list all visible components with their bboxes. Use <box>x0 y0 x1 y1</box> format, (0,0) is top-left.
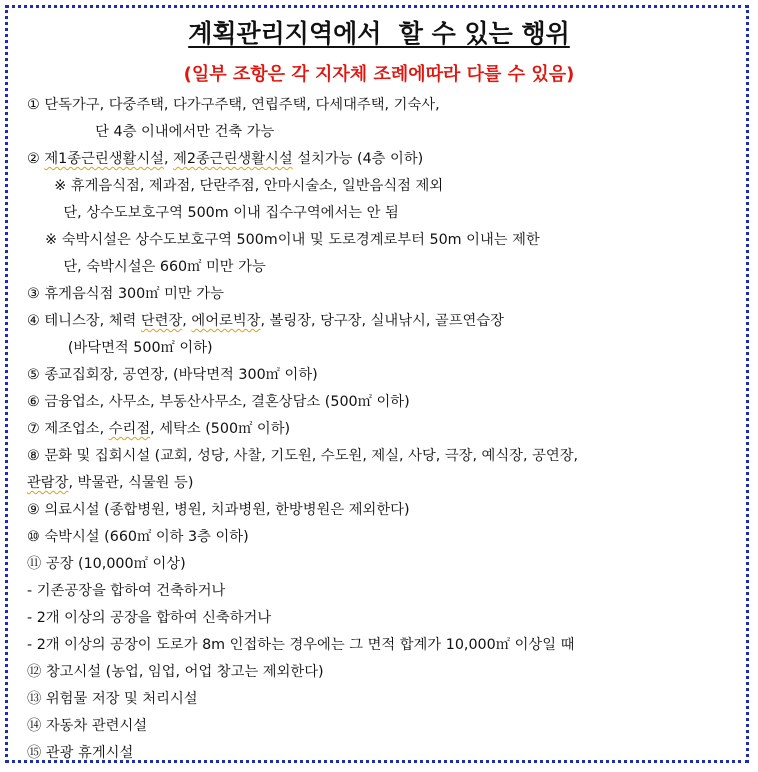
list-line: ④ 테니스장, 체력 단련장, 에어로빅장, 볼링장, 당구장, 실내낚시, 골프연습장 <box>27 313 504 329</box>
list-line: ⑩ 숙박시설 (660㎡ 이하 3층 이하) <box>27 529 249 545</box>
spellcheck-mark: 제2종근린생활시설 <box>173 151 293 167</box>
spellcheck-mark: 제1종근린생활시설 <box>44 151 164 167</box>
list-line: 단, 숙박시설은 660㎡ 미만 가능 <box>27 259 266 275</box>
list-line: ⑪ 공장 (10,000㎡ 이상) <box>27 556 186 572</box>
spellcheck-mark: 관람장 <box>27 475 69 491</box>
list-line: ⑭ 자동차 관련시설 <box>27 718 148 734</box>
list-line: ① 단독가구, 다중주택, 다가구주택, 연립주택, 다세대주택, 기숙사, <box>27 97 440 113</box>
list-line: ⑨ 의료시설 (종합병원, 병원, 치과병원, 한방병원은 제외한다) <box>27 502 410 518</box>
list-line: - 기존공장을 합하여 건축하거나 <box>27 583 226 599</box>
list-line: 관람장, 박물관, 식물원 등) <box>27 475 194 491</box>
list-line: ② 제1종근린생활시설, 제2종근린생활시설 설치가능 (4층 이하) <box>27 151 424 167</box>
list-line: - 2개 이상의 공장이 도로가 8m 인접하는 경우에는 그 면적 합계가 10,000㎡ 이상일 때 <box>27 637 575 653</box>
spellcheck-mark: 에어로빅장 <box>191 313 261 329</box>
spellcheck-mark: 수리점 <box>108 421 151 437</box>
list-line: ※ 휴게음식점, 제과점, 단란주점, 안마시술소, 일반음식점 제외 <box>27 178 444 194</box>
list-line: ⑬ 위험물 저장 및 처리시설 <box>27 691 198 707</box>
activity-list <box>27 92 749 767</box>
list-line: - 2개 이상의 공장을 합하여 신축하거나 <box>27 610 272 626</box>
subtitle-note: (일부 조항은 각 지자체 조례에따라 다를 수 있음) <box>183 64 575 85</box>
page-title <box>0 14 758 50</box>
list-line: ⑦ 제조업소, 수리점, 세탁소 (500㎡ 이하) <box>27 421 291 437</box>
list-line: 단 4층 이내에서만 건축 가능 <box>27 124 275 140</box>
list-line: ⑧ 문화 및 집회시설 (교회, 성당, 사찰, 기도원, 수도원, 제실, 사당, 극장, 예식장, 공연장, <box>27 448 579 464</box>
page-title-text: 계획관리지역에서 할 수 있는 행위 <box>188 19 570 48</box>
list-line: ⑫ 창고시설 (농업, 임업, 어업 창고는 제외한다) <box>27 664 324 680</box>
list-line: 단, 상수도보호구역 500m 이내 집수구역에서는 안 됨 <box>27 205 399 221</box>
list-line: ※ 숙박시설은 상수도보호구역 500m이내 및 도로경계로부터 50m 이내는 제한 <box>27 232 540 248</box>
spellcheck-mark: 단련장 <box>140 313 183 329</box>
list-line: ⑤ 종교집회장, 공연장, (바닥면적 300㎡ 이하) <box>27 367 318 383</box>
list-line: (바닥면적 500㎡ 이하) <box>27 340 213 356</box>
list-line: ⑥ 금융업소, 사무소, 부동산사무소, 결혼상담소 (500㎡ 이하) <box>27 394 410 410</box>
list-line: ③ 휴게음식점 300㎡ 미만 가능 <box>27 286 224 302</box>
list-line: ⑮ 관광 휴게시설 <box>27 745 134 761</box>
